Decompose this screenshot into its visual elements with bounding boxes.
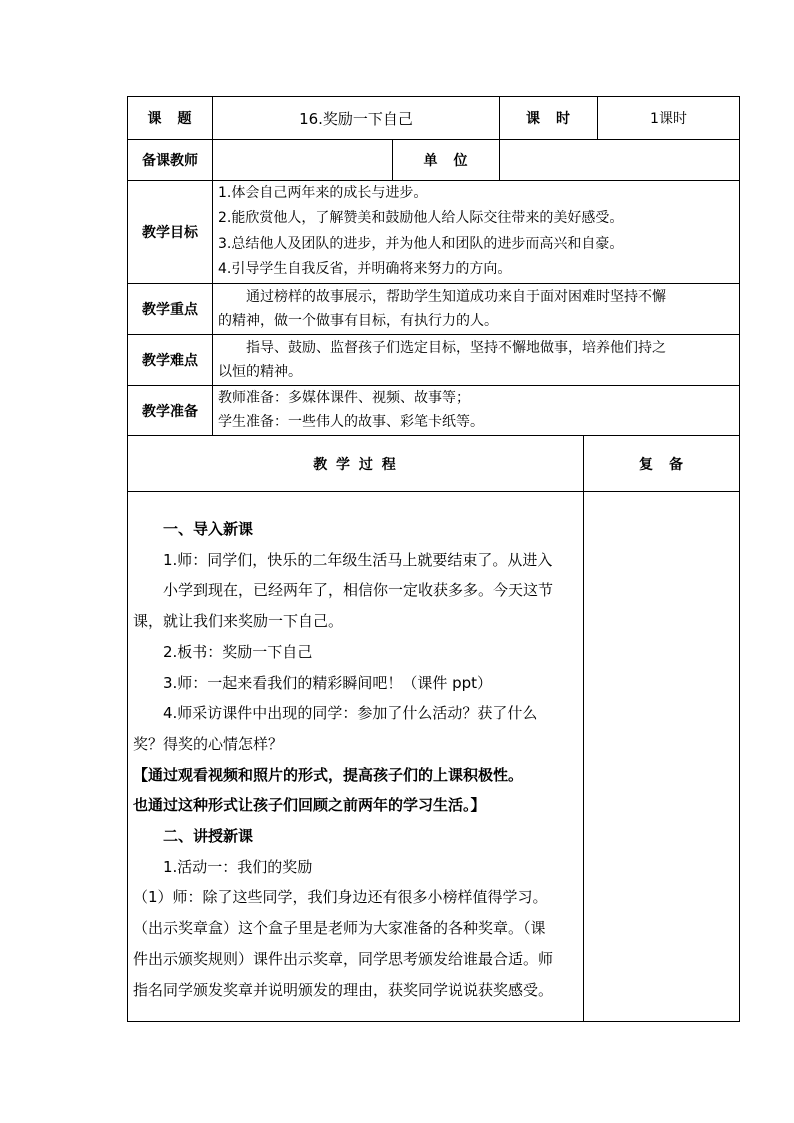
key-points-line: 通过榜样的故事展示，帮助学生知道成功来自于面对困难时坚持不懈 — [218, 289, 666, 305]
process-line: 奖？得奖的心情怎样？ — [133, 734, 284, 753]
rule — [127, 1021, 740, 1022]
goal-item: 3.总结他人及团队的进步，并为他人和团队的进步而高兴和自豪。 — [218, 236, 624, 252]
process-header: 教 学 过 程 — [313, 456, 398, 473]
process-line: 1.活动一：我们的奖励 — [133, 857, 313, 876]
process-line: 1.师：同学们，快乐的二年级生活马上就要结束了。从进入 — [133, 550, 553, 569]
period-label: 课 时 — [526, 111, 571, 127]
goal-item: 4.引导学生自我反省，并明确将来努力的方向。 — [218, 261, 512, 277]
process-line: 一、导入新课 — [133, 520, 254, 538]
process-line: （出示奖章盒）这个盒子里是老师为大家准备的各种奖章。（课 — [133, 919, 546, 938]
unit-label: 单 位 — [423, 153, 469, 169]
process-line: 也通过这种形式让孩子们回顾之前两年的学习生活。】 — [133, 796, 486, 815]
preparation-line: 学生准备：一些伟人的故事、彩笔卡纸等。 — [218, 414, 484, 430]
process-line: 件出示颁奖规则）课件出示奖章，同学思考颁发给谁最合适。师 — [133, 949, 554, 968]
key-points-line: 的精神，做一个做事有目标，有执行力的人。 — [218, 313, 498, 329]
difficulties-line: 以恒的精神。 — [218, 364, 302, 380]
process-line: 3.师：一起来看我们的精彩瞬间吧！（课件 ppt） — [133, 673, 493, 692]
process-line: 【通过观看视频和照片的形式，提高孩子们的上课积极性。 — [133, 765, 524, 784]
process-line: 指名同学颁发奖章并说明颁发的理由，获奖同学说说获奖感受。 — [133, 980, 554, 999]
unit-value — [500, 140, 739, 180]
process-line: （1）师：除了这些同学，我们身边还有很多小榜样值得学习。 — [133, 888, 548, 907]
period-value: 1课时 — [650, 111, 687, 127]
process-line: 2.板书：奖励一下自己 — [133, 642, 313, 661]
topic-value: 16.奖励一下自己 — [299, 109, 413, 128]
goal-item: 2.能欣赏他人，了解赞美和鼓励他人给人际交往带来的美好感受。 — [218, 210, 624, 226]
difficulties-line: 指导、鼓励、监督孩子们选定目标，坚持不懈地做事，培养他们持之 — [218, 340, 666, 356]
rule — [127, 283, 740, 284]
preparation-label: 教学准备 — [142, 403, 198, 420]
preparation-line: 教师准备：多媒体课件、视频、故事等； — [218, 390, 470, 406]
process-line: 课，就让我们来奖励一下自己。 — [133, 612, 344, 631]
notes-header: 复 备 — [639, 456, 684, 473]
process-line: 4.师采访课件中出现的同学：参加了什么活动？获了什么 — [133, 704, 538, 723]
goal-item: 1.体会自己两年来的成长与进步。 — [218, 185, 428, 201]
topic-label: 课 题 — [147, 111, 193, 127]
process-line: 二、讲授新课 — [133, 827, 254, 845]
process-body — [133, 517, 581, 1017]
process-line: 小学到现在，已经两年了，相信你一定收获多多。今天这节 — [133, 581, 554, 600]
teacher-label: 备课教师 — [142, 153, 198, 169]
rule — [127, 334, 740, 335]
difficulties-label: 教学难点 — [142, 353, 198, 369]
notes-column — [584, 492, 739, 1021]
teacher-value — [213, 140, 392, 180]
goals-label: 教学目标 — [142, 225, 198, 241]
rule — [739, 96, 740, 1022]
key-points-label: 教学重点 — [142, 302, 198, 318]
